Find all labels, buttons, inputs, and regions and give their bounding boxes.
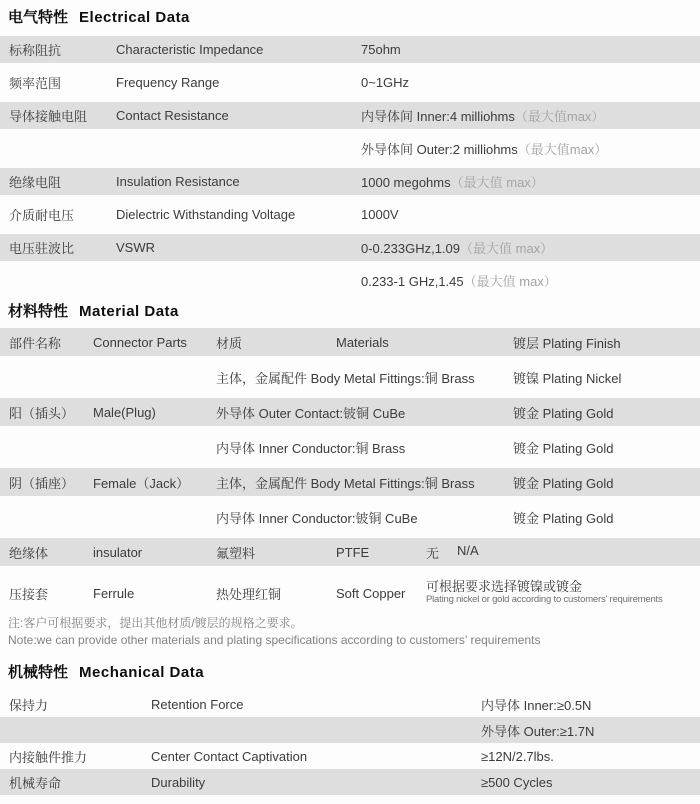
cell-zh-label: 导体接触电阻 bbox=[9, 109, 88, 124]
cell-en-label: VSWR bbox=[116, 240, 155, 255]
electrical-table bbox=[0, 36, 700, 294]
header-part-zh: 部件名称 bbox=[9, 335, 62, 351]
cell-material-zh: 氟塑料 bbox=[216, 545, 256, 561]
header-plating: 镀层 Plating Finish bbox=[513, 335, 621, 351]
mechanical-heading-en: Mechanical Data bbox=[79, 664, 205, 681]
table-row bbox=[0, 168, 700, 195]
cell-zh-label: 绝缘电阻 bbox=[9, 175, 62, 190]
cell-en-label: Durability bbox=[151, 774, 206, 790]
cell-part-zh: 阳（插头） bbox=[9, 405, 75, 421]
cell-zh-label: 频率范围 bbox=[9, 76, 62, 91]
cell-value: 1000V bbox=[361, 207, 399, 222]
table-row bbox=[0, 468, 700, 496]
cell-part-zh: 阴（插座） bbox=[9, 475, 75, 491]
plating-option-en: Plating nickel or gold according to customers’ requirements bbox=[426, 594, 663, 605]
cell-zh-label: 机械寿命 bbox=[9, 775, 62, 791]
material-footnote-zh: 注:客户可根据要求，提出其他材质/镀层的规格之要求。 bbox=[8, 616, 303, 630]
section-electrical bbox=[0, 6, 700, 294]
cell-zh-label: 内接触件推力 bbox=[9, 749, 88, 765]
mechanical-heading bbox=[0, 661, 700, 683]
material-heading-en: Material Data bbox=[79, 303, 179, 320]
material-heading bbox=[0, 300, 700, 322]
cell-part-en: Female（Jack） bbox=[93, 475, 190, 491]
mechanical-heading-zh: 机械特性 bbox=[8, 664, 69, 681]
table-row bbox=[0, 267, 700, 294]
table-row bbox=[0, 769, 700, 795]
plating-option-zh: 可根据要求选择镀镍或镀金 bbox=[426, 579, 583, 595]
cell-material-zh: 热处理红铜 bbox=[216, 586, 282, 602]
table-row-insulator bbox=[0, 538, 700, 566]
cell-part-en: Male(Plug) bbox=[93, 404, 156, 420]
cell-zh-label: 电压驻波比 bbox=[9, 241, 75, 256]
material-footnote-en: Note:we can provide other materials and plating specifications according to customers’ requirements bbox=[8, 633, 541, 647]
table-row bbox=[0, 433, 700, 461]
cell-plating: 镀金 Plating Gold bbox=[513, 475, 614, 491]
cell-plating: 镀镍 Plating Nickel bbox=[513, 370, 622, 386]
cell-material: 主体，金属配件 Body Metal Fittings:铜 Brass bbox=[216, 475, 475, 491]
cell-value: ≥500 Cycles bbox=[481, 774, 553, 790]
cell-value: 0~1GHz bbox=[361, 75, 410, 90]
table-row bbox=[0, 363, 700, 391]
cell-material: 外导体 Outer Contact:铍铜 CuBe bbox=[216, 405, 406, 421]
cell-material: 内导体 Inner Conductor:铍铜 CuBe bbox=[216, 510, 418, 526]
cell-plating: 镀金 Plating Gold bbox=[513, 440, 614, 456]
header-material-zh: 材质 bbox=[216, 335, 243, 351]
electrical-heading-zh: 电气特性 bbox=[8, 9, 69, 26]
table-row bbox=[0, 717, 700, 743]
cell-material: 内导体 Inner Conductor:铜 Brass bbox=[216, 440, 406, 456]
cell-value: 0.233-1 GHz,1.45（最大值 max） bbox=[361, 274, 557, 289]
cell-value-note: （最大值 max） bbox=[463, 274, 557, 289]
cell-part-en: Ferrule bbox=[93, 585, 135, 601]
material-table bbox=[0, 328, 700, 613]
table-row bbox=[0, 743, 700, 769]
cell-part-zh: 压接套 bbox=[9, 586, 49, 602]
cell-value: 75ohm bbox=[361, 42, 401, 57]
cell-value-note: （最大值max） bbox=[517, 142, 608, 157]
cell-plating: 镀金 Plating Gold bbox=[513, 510, 614, 526]
cell-plating-na: 无 N/A bbox=[426, 542, 479, 561]
cell-en-label: Contact Resistance bbox=[116, 108, 229, 123]
cell-zh-label: 标称阻抗 bbox=[9, 43, 62, 58]
cell-plating: 镀金 Plating Gold bbox=[513, 405, 614, 421]
table-row bbox=[0, 102, 700, 129]
cell-value-note: （最大值max） bbox=[514, 109, 605, 124]
cell-en-label: Center Contact Captivation bbox=[151, 748, 308, 764]
section-mechanical bbox=[0, 661, 700, 795]
table-header-row bbox=[0, 328, 700, 356]
table-row bbox=[0, 201, 700, 228]
cell-part-zh: 绝缘体 bbox=[9, 545, 49, 561]
section-material bbox=[0, 300, 700, 649]
table-row bbox=[0, 503, 700, 531]
cell-en-label: Insulation Resistance bbox=[116, 174, 240, 189]
cell-value: 内导体间 Inner:4 milliohms（最大值max） bbox=[361, 109, 605, 124]
header-material-en: Materials bbox=[336, 334, 389, 350]
table-row bbox=[0, 234, 700, 261]
cell-zh-label: 保持力 bbox=[9, 697, 49, 713]
table-row bbox=[0, 36, 700, 63]
cell-part-en: insulator bbox=[93, 544, 143, 560]
cell-value: 1000 megohms（最大值 max） bbox=[361, 175, 544, 190]
cell-material-en: Soft Copper bbox=[336, 585, 406, 601]
cell-value: 外导体 Outer:≥1.7N bbox=[481, 723, 595, 739]
cell-value-note: （最大值 max） bbox=[460, 241, 554, 256]
cell-en-label: Frequency Range bbox=[116, 75, 220, 90]
cell-en-label: Retention Force bbox=[151, 696, 244, 712]
cell-material: 主体，金属配件 Body Metal Fittings:铜 Brass bbox=[216, 370, 475, 386]
cell-value: 内导体 Inner:≥0.5N bbox=[481, 697, 592, 713]
header-part-en: Connector Parts bbox=[93, 334, 187, 350]
cell-plating-option bbox=[426, 580, 700, 606]
cell-value: ≥12N/2.7lbs. bbox=[481, 748, 554, 764]
cell-value: 0-0.233GHz,1.09（最大值 max） bbox=[361, 241, 554, 256]
cell-en-label: Dielectric Withstanding Voltage bbox=[116, 207, 296, 222]
table-row-ferrule bbox=[0, 573, 700, 613]
cell-value-note: （最大值 max） bbox=[450, 175, 544, 190]
cell-zh-label: 介质耐电压 bbox=[9, 208, 75, 223]
table-row bbox=[0, 398, 700, 426]
table-row bbox=[0, 691, 700, 717]
cell-value: 外导体间 Outer:2 milliohms（最大值max） bbox=[361, 142, 608, 157]
mechanical-table bbox=[0, 691, 700, 795]
cell-material-en: PTFE bbox=[336, 544, 370, 560]
material-heading-zh: 材料特性 bbox=[8, 303, 69, 320]
electrical-heading-en: Electrical Data bbox=[79, 9, 190, 26]
cell-en-label: Characteristic Impedance bbox=[116, 42, 264, 57]
electrical-heading bbox=[0, 6, 700, 28]
table-row bbox=[0, 135, 700, 162]
table-row bbox=[0, 69, 700, 96]
